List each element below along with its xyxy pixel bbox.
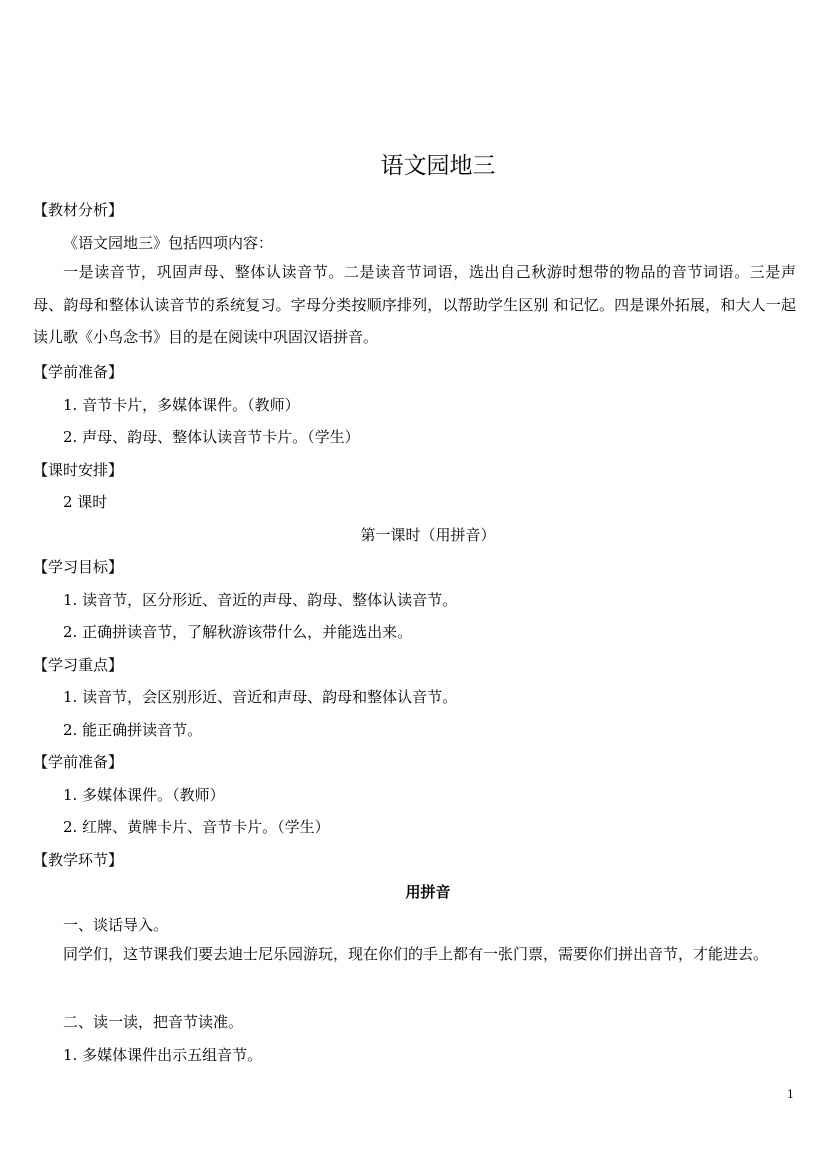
material-intro: 《语文园地三》包括四项内容： xyxy=(63,234,274,252)
heading-material-analysis: 【教材分析】 xyxy=(33,201,124,219)
focus-item-2: 2. 能正确拼读音节。 xyxy=(63,721,203,739)
heading-goals: 【学习目标】 xyxy=(33,558,124,576)
page-number: 1 xyxy=(787,1088,794,1101)
goals-item-1: 1. 读音节，区分形近、音近的声母、韵母、整体认读音节。 xyxy=(63,591,458,609)
heading-steps: 【教学环节】 xyxy=(33,851,124,869)
document-title: 语文园地三 xyxy=(380,153,496,179)
prep1-item-1: 1. 音节卡片，多媒体课件。（教师） xyxy=(63,396,300,414)
material-body-paragraph: 一是读音节，巩固声母、整体认读音节。二是读音节词语，选出自己秋游时想带的物品的音节词语。三是声母、韵母和整体认读音节的系统复习。字母分类按顺序排列，以帮助学生区别 和记忆。四是课外拓展，和大人一起读儿歌《小鸟念书》目的是在阅读中巩固汉语拼音。 xyxy=(33,263,796,346)
prep1-item-2: 2. 声母、韵母、整体认读音节卡片。（学生） xyxy=(63,428,360,446)
step-2-item-1: 1. 多媒体课件出示五组音节。 xyxy=(63,1046,263,1064)
heading-prep-1: 【学前准备】 xyxy=(33,363,124,381)
step-1-title: 一、谈话导入。 xyxy=(63,916,169,934)
schedule-value: 2 课时 xyxy=(63,493,108,511)
step-1-body-paragraph: 同学们，这节课我们要去迪士尼乐园游玩，现在你们的手上都有一张门票，需要你们拼出音节，才能进去。 xyxy=(63,945,769,963)
heading-focus: 【学习重点】 xyxy=(33,656,124,674)
focus-item-1: 1. 读音节，会区别形近、音近和声母、韵母和整体认音节。 xyxy=(63,688,458,706)
step-2-title: 二、读一读，把音节读准。 xyxy=(63,1013,244,1031)
steps-subtitle: 用拼音 xyxy=(405,883,451,901)
heading-prep-2: 【学前准备】 xyxy=(33,753,124,771)
prep2-item-2: 2. 红牌、黄牌卡片、音节卡片。（学生） xyxy=(63,818,330,836)
heading-schedule: 【课时安排】 xyxy=(33,461,124,479)
lesson-1-title: 第一课时（用拼音） xyxy=(360,526,496,544)
prep2-item-1: 1. 多媒体课件。（教师） xyxy=(63,786,225,804)
goals-item-2: 2. 正确拼读音节，了解秋游该带什么，并能选出来。 xyxy=(63,623,413,641)
